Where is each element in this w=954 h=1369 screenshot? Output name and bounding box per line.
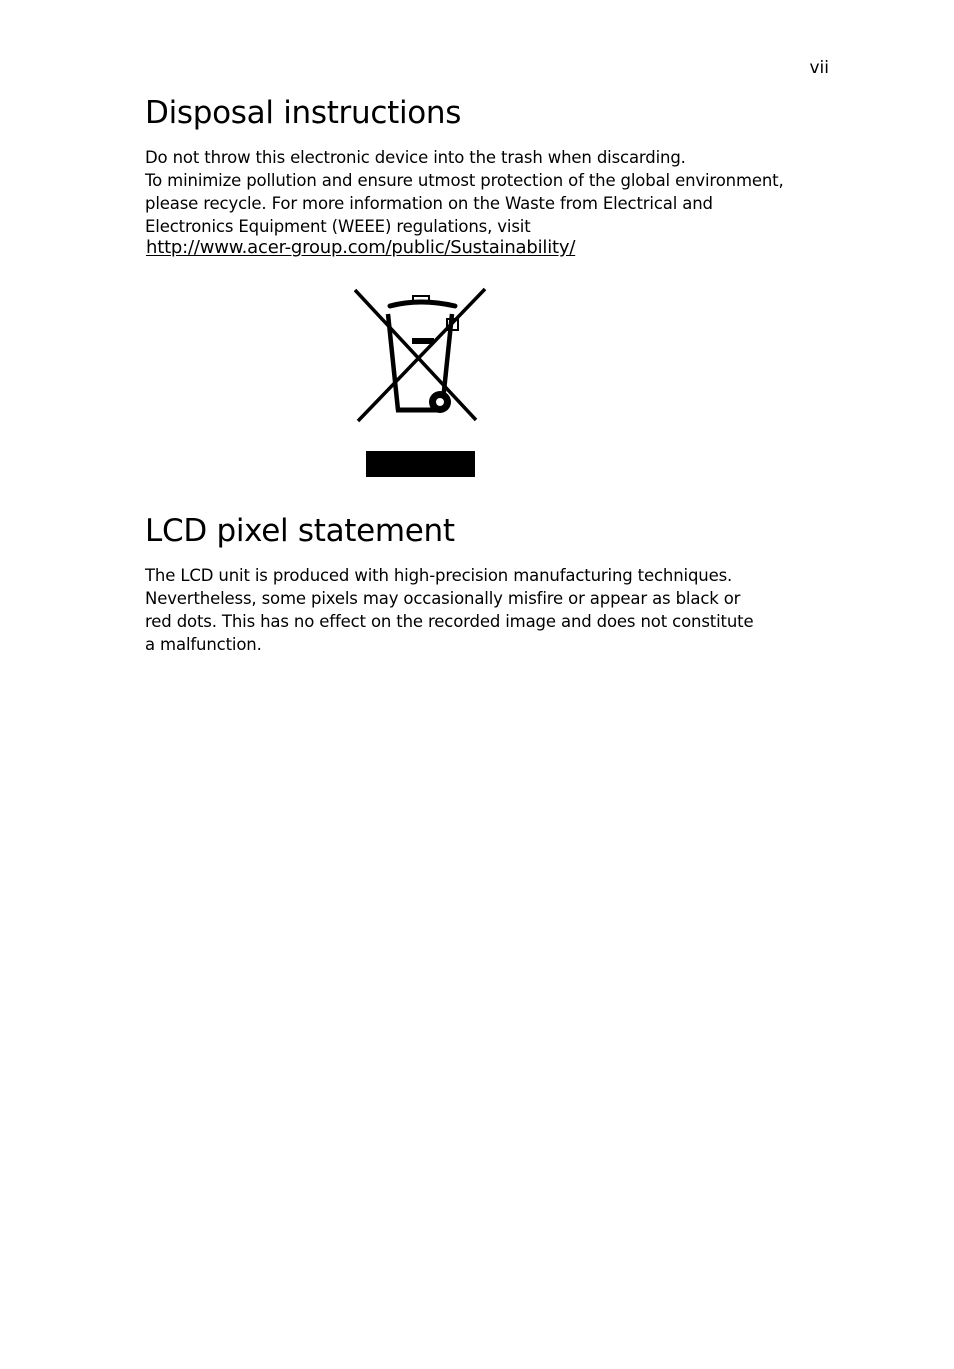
- disposal-line: please recycle. For more information on the Waste from Electrical and: [145, 194, 713, 213]
- disposal-line: To minimize pollution and ensure utmost protection of the global environment,: [145, 171, 784, 190]
- sustainability-link[interactable]: http://www.acer-group.com/public/Sustainability/: [146, 237, 576, 258]
- page-number: vii: [809, 58, 829, 78]
- disposal-line: Electronics Equipment (WEEE) regulations, visit: [145, 217, 531, 236]
- lcd-line: a malfunction.: [145, 635, 262, 654]
- weee-bar: [366, 451, 475, 477]
- lcd-line: red dots. This has no effect on the recorded image and does not constitute: [145, 612, 754, 631]
- lcd-paragraph: [145, 564, 753, 656]
- lcd-heading: LCD pixel statement: [145, 513, 455, 549]
- bin-lid: [390, 302, 455, 306]
- cross-line-1: [355, 290, 476, 420]
- cross-line-2: [358, 289, 485, 421]
- lcd-line: The LCD unit is produced with high-precision manufacturing techniques.: [145, 566, 733, 585]
- bin-wheel-hub: [436, 398, 444, 406]
- disposal-intro: Do not throw this electronic device into the trash when discarding.: [145, 148, 686, 167]
- disposal-heading: Disposal instructions: [145, 95, 462, 131]
- weee-bin-icon: [350, 284, 490, 484]
- disposal-paragraph: [145, 169, 784, 238]
- lcd-line: Nevertheless, some pixels may occasionally misfire or appear as black or: [145, 589, 741, 608]
